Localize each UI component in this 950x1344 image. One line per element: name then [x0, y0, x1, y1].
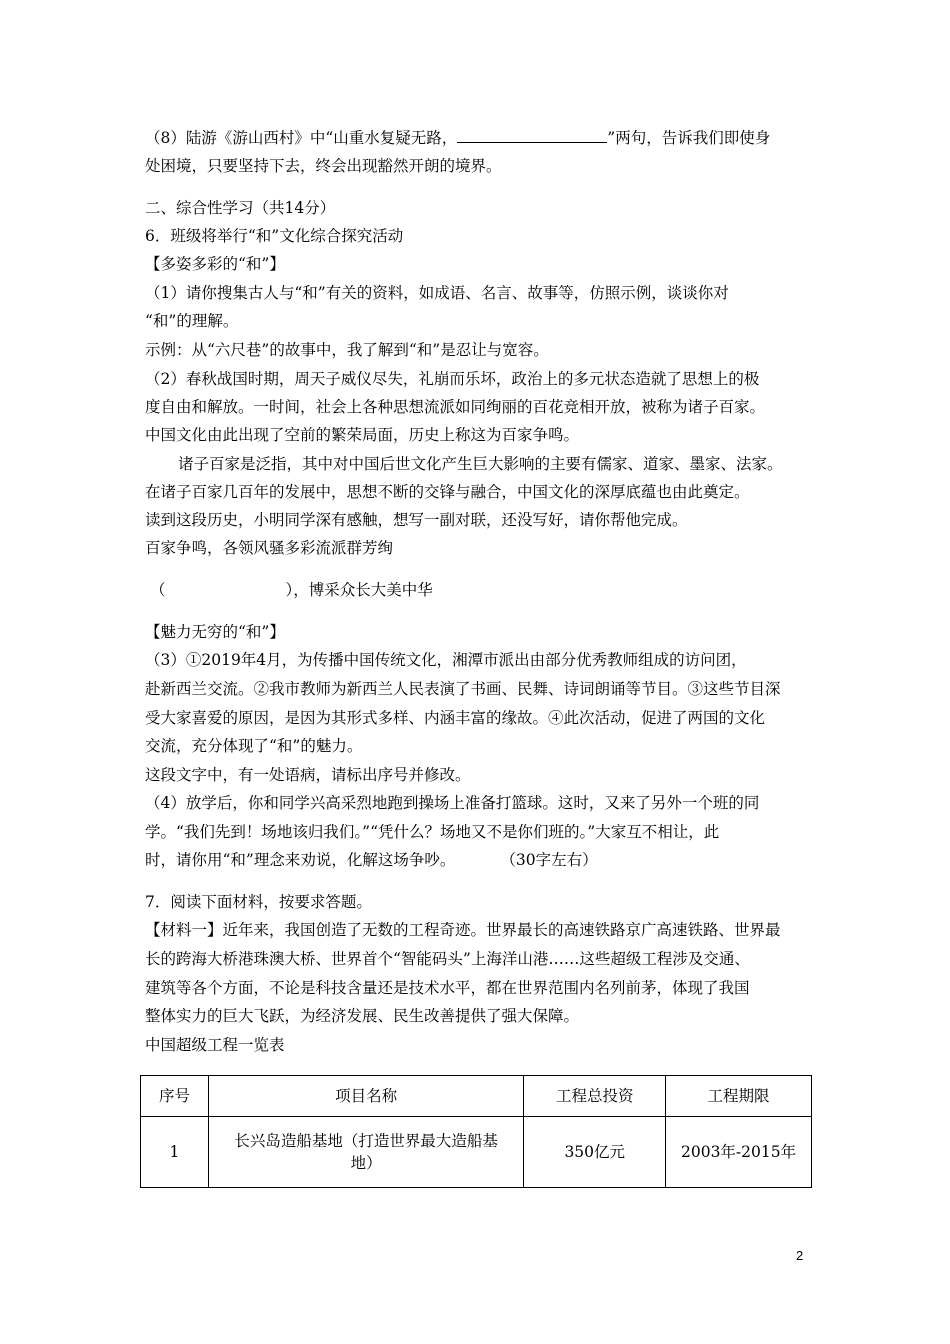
- cell-name-line1: 长兴岛造船基地（打造世界最大造船基: [234, 1132, 498, 1150]
- q7-title: 7．阅读下面材料，按要求答题。: [145, 893, 372, 911]
- material1-line3: 建筑等各个方面，不论是科技含量还是技术水平，都在世界范围内名列前茅，体现了我国: [145, 979, 750, 997]
- super-project-table: [140, 1075, 812, 1188]
- q6-3-line2: 赴新西兰交流。②我市教师为新西兰人民表演了书画、民舞、诗词朗诵等节目。③这些节目深: [145, 680, 781, 698]
- cell-name-line2: 地）: [350, 1154, 382, 1172]
- q6-2-line4: 诸子百家是泛指，其中对中国后世文化产生巨大影响的主要有儒家、道家、墨家、法家。: [178, 455, 783, 473]
- table-header-row: [141, 1076, 812, 1117]
- cell-period: 2003年-2015年: [666, 1117, 812, 1188]
- couplet-first-line: 百家争鸣，各领风骚多彩流派群芳绚: [145, 539, 394, 557]
- q6-4-line3-text: 时，请你用“和”理念来劝说，化解这场争吵。: [145, 851, 456, 869]
- q6-2-line2: 度自由和解放。一时间，社会上各种思想流派如同绚丽的百花竞相开放，被称为诸子百家。: [145, 398, 766, 416]
- couplet-second-text: ），博采众长大美中华: [285, 581, 433, 599]
- q5-8-line1: [145, 128, 770, 148]
- header-cell-investment: 工程总投资: [524, 1076, 666, 1117]
- page-number: 2: [796, 1248, 804, 1263]
- material1-line1: 【材料一】近年来，我国创造了无数的工程奇迹。世界最长的高速铁路京广高速铁路、世界最: [145, 921, 781, 939]
- couplet-second-line: [150, 580, 433, 600]
- q5-8-text-post: ”两句，告诉我们即使身: [607, 129, 771, 147]
- q6-title: 6．班级将举行“和”文化综合探究活动: [145, 227, 404, 245]
- header-cell-name: 项目名称: [208, 1076, 523, 1117]
- material1-line2: 长的跨海大桥港珠澳大桥、世界首个“智能码头”上海洋山港……这些超级工程涉及交通、: [145, 950, 750, 968]
- table-row: [141, 1117, 812, 1188]
- q6-example: 示例：从“六尺巷”的故事中，我了解到“和”是忍让与宽容。: [145, 341, 549, 359]
- q6-2-line3: 中国文化由此出现了空前的繁荣局面，历史上称这为百家争鸣。: [145, 426, 580, 444]
- word-count-note: （30字左右）: [500, 851, 598, 869]
- answer-blank[interactable]: [457, 128, 607, 143]
- q5-8-line2: 处困境，只要坚持下去，终会出现豁然开朗的境界。: [145, 157, 502, 175]
- q6-1-line2: “和”的理解。: [145, 312, 239, 330]
- q6-2-line6: 读到这段历史，小明同学深有感触，想写一副对联，还没写好，请你帮他完成。: [145, 511, 688, 529]
- couplet-open-paren: （: [150, 581, 166, 599]
- q5-8-text-pre: （8）陆游《游山西村》中“山重水复疑无路，: [145, 129, 458, 147]
- q6-3-line5: 这段文字中，有一处语病，请标出序号并修改。: [145, 766, 471, 784]
- q6-2-line1: （2）春秋战国时期，周天子威仪尽失，礼崩而乐坏，政治上的多元状态造就了思想上的极: [145, 370, 760, 388]
- q6-3-line3: 受大家喜爱的原因，是因为其形式多样、内涵丰富的缘故。④此次活动，促进了两国的文化: [145, 709, 766, 727]
- q6-subheading-2: 【魅力无穷的“和”】: [145, 623, 285, 641]
- q6-3-line1: （3）①2019年4月，为传播中国传统文化，湘潭市派出由部分优秀教师组成的访问团，: [145, 651, 747, 669]
- q6-4-line2: 学。“我们先到！场地该归我们。”“凭什么？场地又不是你们班的。”大家互不相让，此: [145, 823, 720, 841]
- header-cell-period: 工程期限: [666, 1076, 812, 1117]
- header-cell-no: 序号: [141, 1076, 209, 1117]
- material1-line4: 整体实力的巨大飞跃，为经济发展、民生改善提供了强大保障。: [145, 1007, 580, 1025]
- table-caption: 中国超级工程一览表: [145, 1036, 285, 1054]
- cell-investment: 350亿元: [524, 1117, 666, 1188]
- q6-1-line1: （1）请你搜集古人与“和”有关的资料，如成语、名言、故事等，仿照示例，谈谈你对: [145, 284, 729, 302]
- cell-name: [208, 1117, 523, 1188]
- cell-no: 1: [141, 1117, 209, 1188]
- q6-2-line5: 在诸子百家几百年的发展中，思想不断的交锋与融合，中国文化的深厚底蕴也由此奠定。: [145, 483, 750, 501]
- q6-3-line4: 交流，充分体现了“和”的魅力。: [145, 737, 363, 755]
- q6-4-line1: （4）放学后，你和同学兴高采烈地跑到操场上准备打篮球。这时，又来了另外一个班的同: [145, 794, 760, 812]
- q6-subheading-1: 【多姿多彩的“和”】: [145, 255, 285, 273]
- section-heading: 二、综合性学习（共14分）: [145, 199, 336, 217]
- q6-4-line3: [145, 850, 598, 870]
